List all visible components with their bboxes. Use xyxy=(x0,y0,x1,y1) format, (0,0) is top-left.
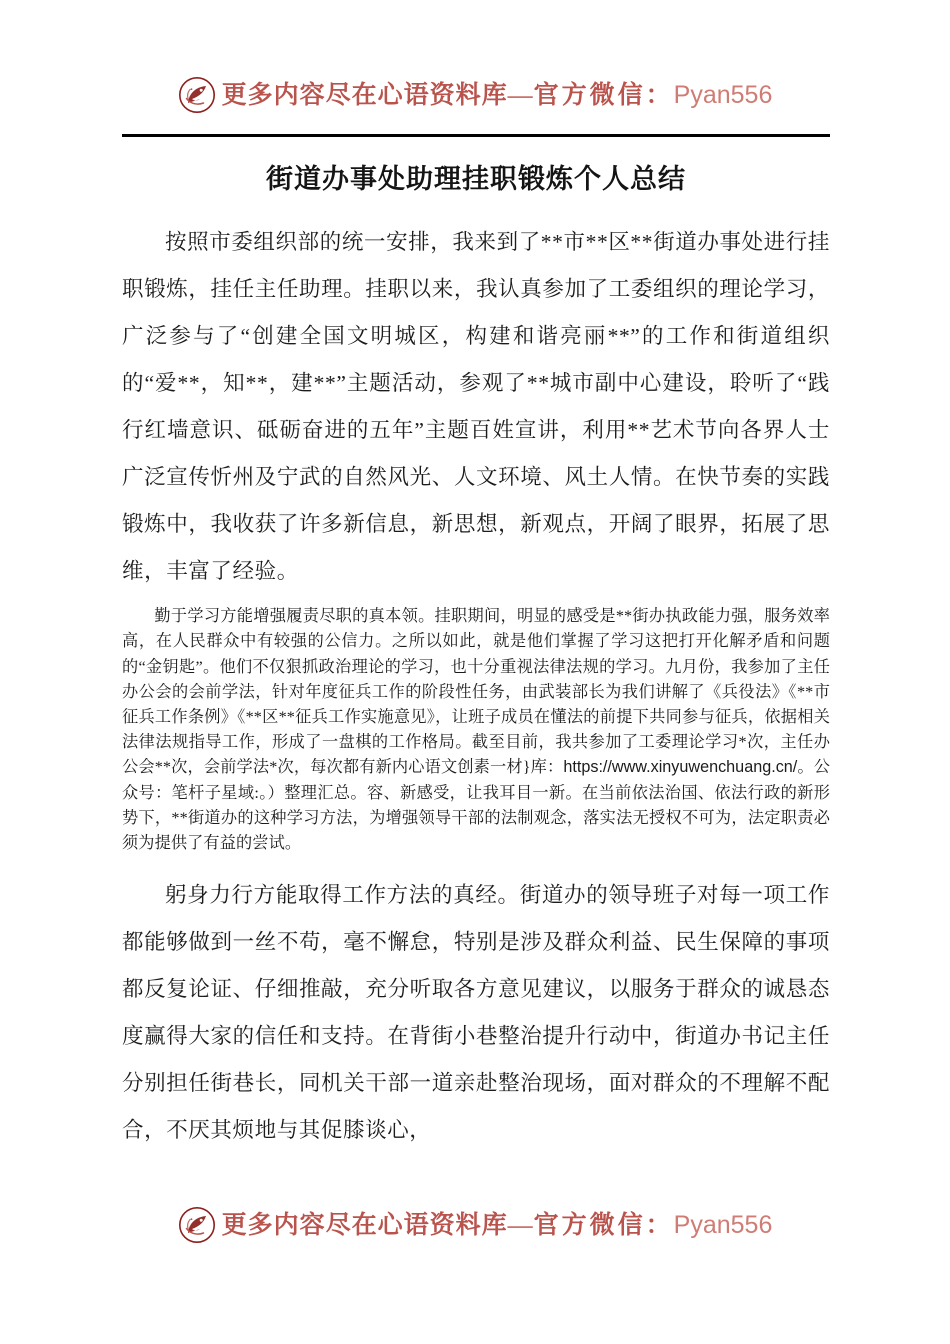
watermark-label: 官方微信： xyxy=(533,81,674,109)
watermark-main-text: 更多内容尽在心语资料库 xyxy=(221,1211,508,1239)
paragraph-2-text-after-url: 。公众号：笔杆子星域:。）整理汇总。容、新感受，让我耳目一新。在当前依法治国、依法行政的新形势下，**街道办的这种学习方法，为增强领导干部的法制观念，落实法无授权不可为，法定职责必须为提供了有益的尝试。 xyxy=(122,758,830,852)
source-url-link[interactable]: https://www.xinyuwenchuang.cn/ xyxy=(563,758,798,777)
footer-watermark xyxy=(0,1206,950,1244)
document-content xyxy=(122,150,830,1154)
page-title: 街道办事处助理挂职锻炼个人总结 xyxy=(266,164,686,194)
watermark-separator: — xyxy=(507,81,534,109)
swirl-fish-emblem-icon xyxy=(178,1206,216,1244)
watermark-separator: — xyxy=(507,1211,534,1239)
header-watermark xyxy=(0,76,950,114)
header-divider xyxy=(122,134,830,137)
body-paragraph-2 xyxy=(122,604,830,856)
watermark-label: 官方微信： xyxy=(533,1211,674,1239)
header-watermark-text xyxy=(221,80,773,109)
watermark-main-text: 更多内容尽在心语资料库 xyxy=(221,81,508,109)
watermark-wechat-id: Pyan556 xyxy=(673,1210,773,1239)
body-paragraph-1: 按照市委组织部的统一安排，我来到了**市**区**街道办事处进行挂职锻炼，挂任主任助理。挂职以来，我认真参加了工委组织的理论学习，广泛参与了“创建全国文明城区，构建和谐亮丽**”的工作和街道组织的“爱**，知**，建**”主题活动，参观了**城市副中心建设，聆听了“践行红墙意识、砥砺奋进的五年”主题百姓宣讲，利用**艺术节向各界人士广泛宣传忻州及宁武的自然风光、人文环境、风土人情。在快节奏的实践锻炼中，我收获了许多新信息，新思想，新观点，开阔了眼界，拓展了思维，丰富了经验。 xyxy=(122,230,830,584)
footer-watermark-text xyxy=(221,1210,773,1239)
paragraph-2-text-before-url: 勤于学习方能增强履责尽职的真本领。挂职期间，明显的感受是**街办执政能力强，服务效率高，在人民群众中有较强的公信力。之所以如此，就是他们掌握了学习这把打开化解矛盾和问题的“金钥匙”。他们不仅狠抓政治理论的学习，也十分重视法律法规的学习。九月份，我参加了主任办公会的会前学法，针对年度征兵工作的阶段性任务，由武装部长为我们讲解了《兵役法》《**市征兵工作条例》《**区**征兵工作实施意见》，让班子成员在懂法的前提下共同参与征兵，依据相关法律法规指导工作，形成了一盘棋的工作格局。截至目前，我共参加了工委理论学习*次，主任办公会**次，会前学法*次，每次都有新内心语文创素一材}库： xyxy=(122,607,830,777)
watermark-wechat-id: Pyan556 xyxy=(673,80,773,109)
body-paragraph-3: 躬身力行方能取得工作方法的真经。街道办的领导班子对每一项工作都能够做到一丝不苟，毫不懈怠，特别是涉及群众利益、民生保障的事项都反复论证、仔细推敲，充分听取各方意见建议，以服务于群众的诚恳态度赢得大家的信任和支持。在背街小巷整治提升行动中，街道办书记主任分别担任街巷长，同机关干部一道亲赴整治现场，面对群众的不理解不配合，不厌其烦地与其促膝谈心， xyxy=(122,883,830,1143)
swirl-fish-emblem-icon xyxy=(178,76,216,114)
